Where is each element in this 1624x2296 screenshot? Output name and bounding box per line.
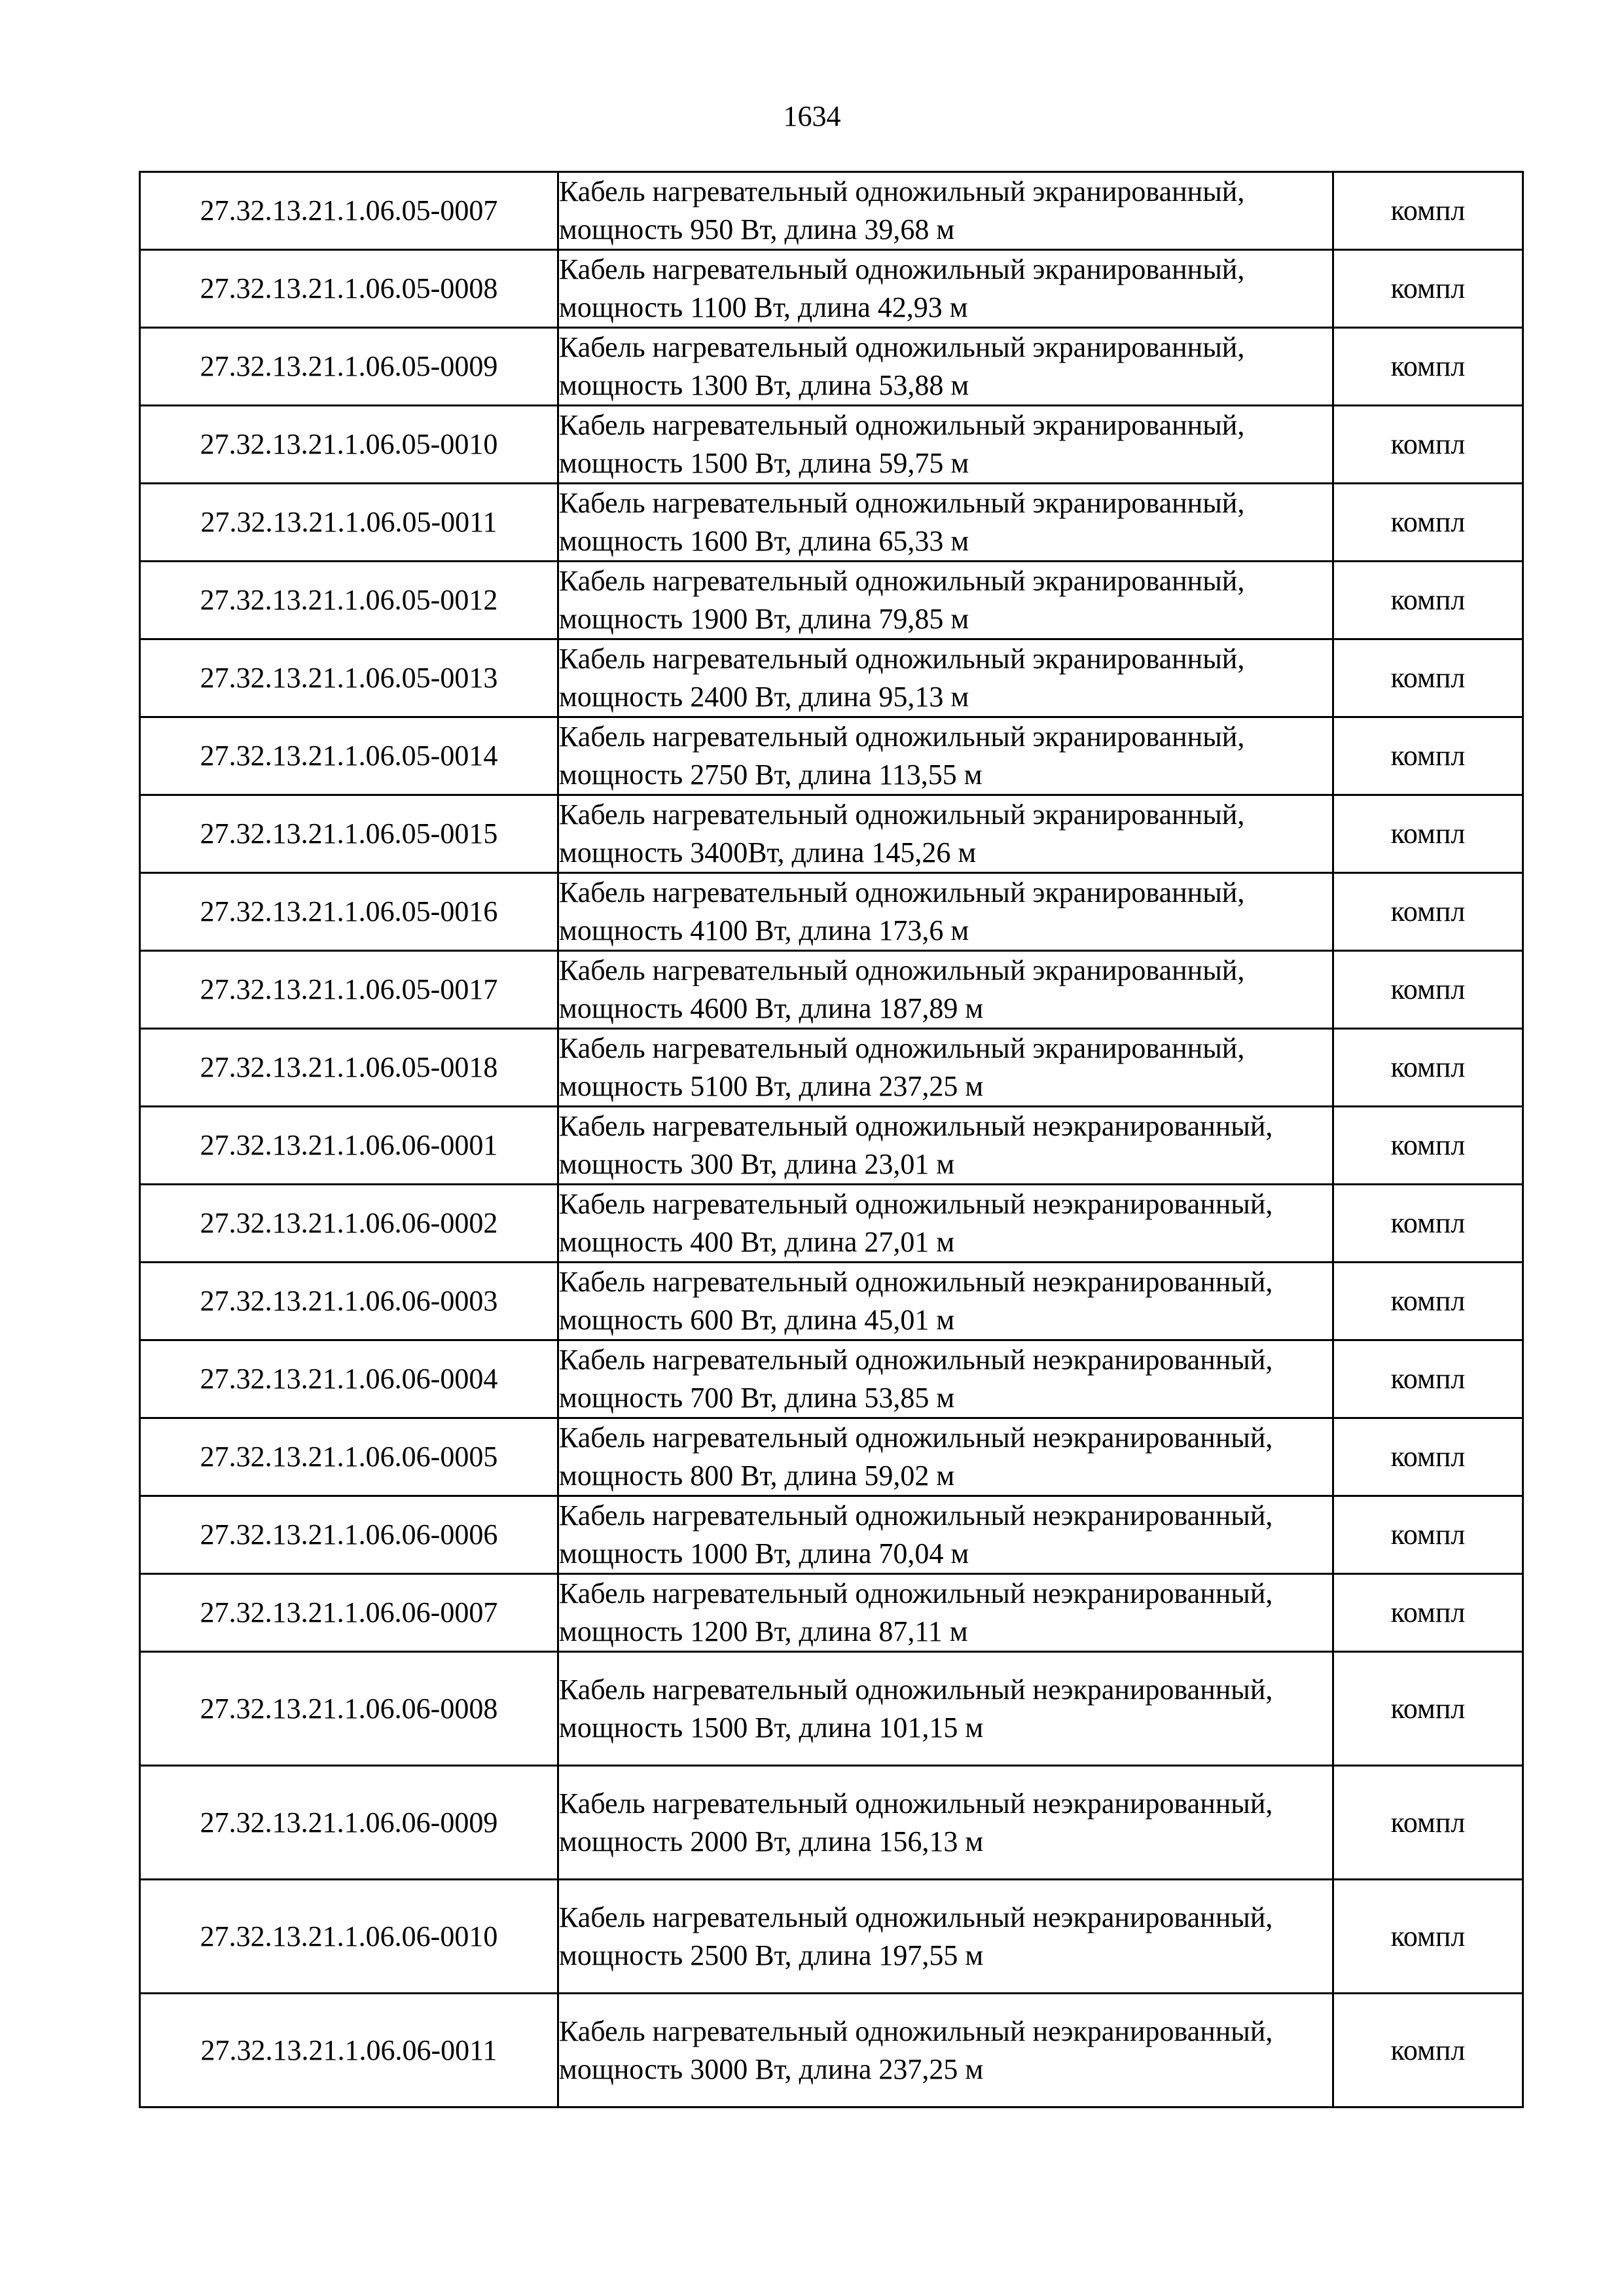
table-row — [140, 1263, 1523, 1340]
resource-name: Кабель нагревательный одножильный экранированный, мощность 4600 Вт, длина 187,89 м — [558, 951, 1333, 1029]
unit-of-measure: компл — [1333, 1340, 1523, 1418]
table-row — [140, 951, 1523, 1029]
resource-code: 27.32.13.21.1.06.06-0004 — [140, 1340, 558, 1418]
resource-code: 27.32.13.21.1.06.06-0005 — [140, 1418, 558, 1496]
resource-name: Кабель нагревательный одножильный неэкранированный, мощность 3000 Вт, длина 237,25 м — [558, 1994, 1333, 2108]
resource-name: Кабель нагревательный одножильный экранированный, мощность 2400 Вт, длина 95,13 м — [558, 639, 1333, 717]
resource-code: 27.32.13.21.1.06.06-0007 — [140, 1574, 558, 1652]
unit-of-measure: компл — [1333, 717, 1523, 795]
table-row — [140, 1880, 1523, 1994]
unit-of-measure: компл — [1333, 1418, 1523, 1496]
table-row — [140, 717, 1523, 795]
resource-name: Кабель нагревательный одножильный неэкранированный, мощность 1200 Вт, длина 87,11 м — [558, 1574, 1333, 1652]
unit-of-measure: компл — [1333, 951, 1523, 1029]
resource-name: Кабель нагревательный одножильный экранированный, мощность 5100 Вт, длина 237,25 м — [558, 1029, 1333, 1107]
table-row — [140, 1766, 1523, 1880]
table-row — [140, 1029, 1523, 1107]
table-row — [140, 1574, 1523, 1652]
resource-name: Кабель нагревательный одножильный неэкранированный, мощность 2500 Вт, длина 197,55 м — [558, 1880, 1333, 1994]
table-row — [140, 562, 1523, 639]
resource-code: 27.32.13.21.1.06.06-0006 — [140, 1496, 558, 1574]
table-row — [140, 328, 1523, 406]
resource-name: Кабель нагревательный одножильный неэкранированный, мощность 600 Вт, длина 45,01 м — [558, 1263, 1333, 1340]
unit-of-measure: компл — [1333, 639, 1523, 717]
resource-code: 27.32.13.21.1.06.05-0014 — [140, 717, 558, 795]
resource-name: Кабель нагревательный одножильный неэкранированный, мощность 800 Вт, длина 59,02 м — [558, 1418, 1333, 1496]
resource-name: Кабель нагревательный одножильный неэкранированный, мощность 2000 Вт, длина 156,13 м — [558, 1766, 1333, 1880]
table-row — [140, 172, 1523, 250]
resource-code: 27.32.13.21.1.06.06-0001 — [140, 1107, 558, 1185]
resource-code: 27.32.13.21.1.06.06-0008 — [140, 1652, 558, 1766]
unit-of-measure: компл — [1333, 328, 1523, 406]
resource-code: 27.32.13.21.1.06.06-0010 — [140, 1880, 558, 1994]
table-row — [140, 795, 1523, 873]
unit-of-measure: компл — [1333, 795, 1523, 873]
resource-name: Кабель нагревательный одножильный экранированный, мощность 1900 Вт, длина 79,85 м — [558, 562, 1333, 639]
unit-of-measure: компл — [1333, 484, 1523, 562]
resource-code: 27.32.13.21.1.06.05-0007 — [140, 172, 558, 250]
resource-code: 27.32.13.21.1.06.06-0009 — [140, 1766, 558, 1880]
resource-code: 27.32.13.21.1.06.05-0013 — [140, 639, 558, 717]
unit-of-measure: компл — [1333, 1107, 1523, 1185]
resource-code: 27.32.13.21.1.06.05-0015 — [140, 795, 558, 873]
resource-code: 27.32.13.21.1.06.06-0003 — [140, 1263, 558, 1340]
unit-of-measure: компл — [1333, 1496, 1523, 1574]
resource-code: 27.32.13.21.1.06.06-0002 — [140, 1185, 558, 1263]
table-row — [140, 873, 1523, 951]
unit-of-measure: компл — [1333, 562, 1523, 639]
resource-code: 27.32.13.21.1.06.05-0018 — [140, 1029, 558, 1107]
resource-name: Кабель нагревательный одножильный неэкранированный, мощность 300 Вт, длина 23,01 м — [558, 1107, 1333, 1185]
resource-name: Кабель нагревательный одножильный неэкранированный, мощность 700 Вт, длина 53,85 м — [558, 1340, 1333, 1418]
resource-code: 27.32.13.21.1.06.05-0017 — [140, 951, 558, 1029]
resource-code: 27.32.13.21.1.06.05-0012 — [140, 562, 558, 639]
unit-of-measure: компл — [1333, 1574, 1523, 1652]
table-row — [140, 1185, 1523, 1263]
resource-code: 27.32.13.21.1.06.05-0010 — [140, 406, 558, 484]
resource-name: Кабель нагревательный одножильный экранированный, мощность 1500 Вт, длина 59,75 м — [558, 406, 1333, 484]
resource-name: Кабель нагревательный одножильный экранированный, мощность 1600 Вт, длина 65,33 м — [558, 484, 1333, 562]
resource-code: 27.32.13.21.1.06.05-0016 — [140, 873, 558, 951]
table-row — [140, 1994, 1523, 2108]
resource-name: Кабель нагревательный одножильный экранированный, мощность 1100 Вт, длина 42,93 м — [558, 250, 1333, 328]
unit-of-measure: компл — [1333, 406, 1523, 484]
table-row — [140, 639, 1523, 717]
unit-of-measure: компл — [1333, 1994, 1523, 2108]
unit-of-measure: компл — [1333, 873, 1523, 951]
resource-name: Кабель нагревательный одножильный экранированный, мощность 1300 Вт, длина 53,88 м — [558, 328, 1333, 406]
table-row — [140, 484, 1523, 562]
unit-of-measure: компл — [1333, 250, 1523, 328]
table-row — [140, 250, 1523, 328]
resource-name: Кабель нагревательный одножильный экранированный, мощность 3400Вт, длина 145,26 м — [558, 795, 1333, 873]
unit-of-measure: компл — [1333, 1263, 1523, 1340]
resource-code: 27.32.13.21.1.06.05-0009 — [140, 328, 558, 406]
unit-of-measure: компл — [1333, 172, 1523, 250]
resource-name: Кабель нагревательный одножильный экранированный, мощность 4100 Вт, длина 173,6 м — [558, 873, 1333, 951]
resource-table — [139, 171, 1524, 2108]
resource-name: Кабель нагревательный одножильный неэкранированный, мощность 1500 Вт, длина 101,15 м — [558, 1652, 1333, 1766]
resource-name: Кабель нагревательный одножильный неэкранированный, мощность 400 Вт, длина 27,01 м — [558, 1185, 1333, 1263]
table-row — [140, 1340, 1523, 1418]
unit-of-measure: компл — [1333, 1766, 1523, 1880]
table-row — [140, 1652, 1523, 1766]
resource-name: Кабель нагревательный одножильный экранированный, мощность 950 Вт, длина 39,68 м — [558, 172, 1333, 250]
resource-code: 27.32.13.21.1.06.05-0008 — [140, 250, 558, 328]
page-number: 1634 — [783, 100, 841, 132]
unit-of-measure: компл — [1333, 1185, 1523, 1263]
resource-code: 27.32.13.21.1.06.05-0011 — [140, 484, 558, 562]
table-row — [140, 1496, 1523, 1574]
resource-name: Кабель нагревательный одножильный неэкранированный, мощность 1000 Вт, длина 70,04 м — [558, 1496, 1333, 1574]
unit-of-measure: компл — [1333, 1880, 1523, 1994]
unit-of-measure: компл — [1333, 1029, 1523, 1107]
table-row — [140, 406, 1523, 484]
unit-of-measure: компл — [1333, 1652, 1523, 1766]
resource-code: 27.32.13.21.1.06.06-0011 — [140, 1994, 558, 2108]
table-row — [140, 1107, 1523, 1185]
resource-name: Кабель нагревательный одножильный экранированный, мощность 2750 Вт, длина 113,55 м — [558, 717, 1333, 795]
table-row — [140, 1418, 1523, 1496]
